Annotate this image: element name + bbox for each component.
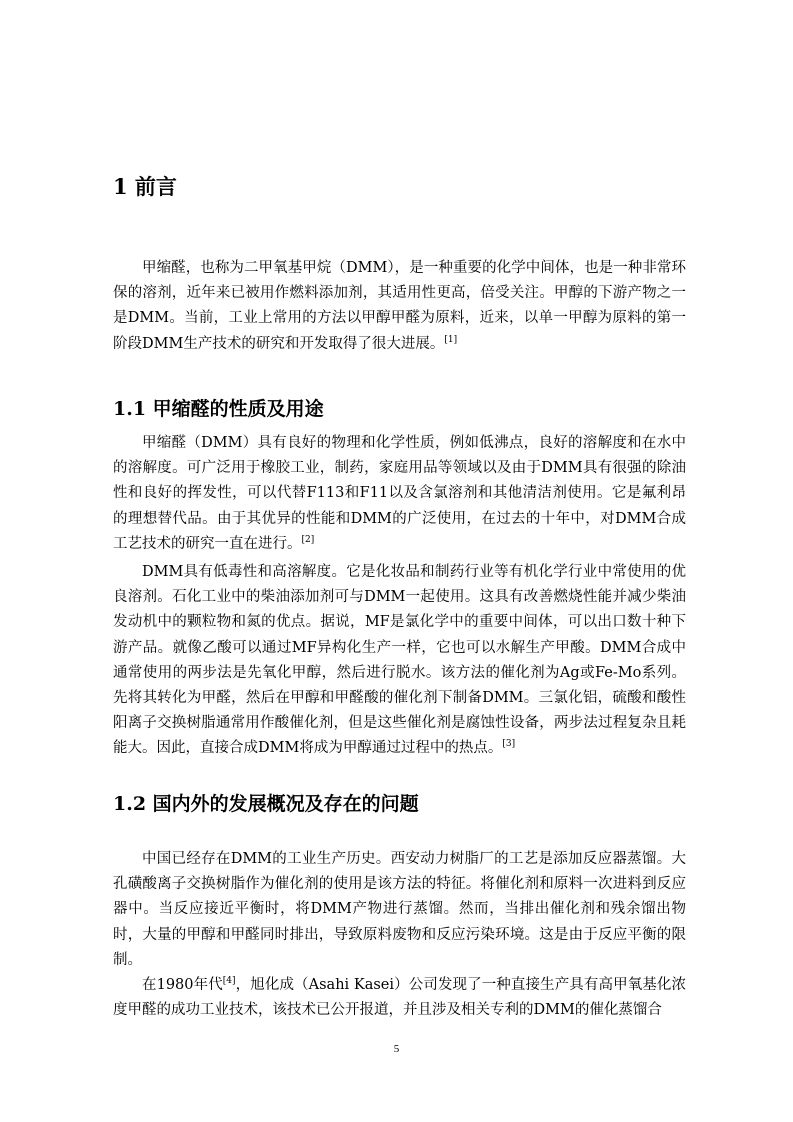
section-title-intro: 1 前言 bbox=[113, 174, 177, 199]
paragraph-text: 在1980年代 bbox=[142, 977, 223, 993]
paragraph-1-2-b bbox=[113, 973, 686, 1023]
page-number: 5 bbox=[393, 1043, 400, 1055]
citation-ref: [4] bbox=[222, 976, 236, 987]
paragraph-intro bbox=[113, 256, 686, 357]
paragraph-1-1-b bbox=[113, 560, 686, 762]
section-title-1-1: 1.1 甲缩醛的性质及用途 bbox=[113, 398, 324, 420]
citation-ref: [1] bbox=[444, 334, 458, 345]
paragraph-text: 甲缩醛，也称为二甲氧基甲烷（DMM），是一种重要的化学中间体，也是一种非常环保的溶剂，近年来已被用作燃料添加剂，其适用性更高，倍受关注。甲醇的下游产物之一是DMM。当前，工业上常用的方法以甲醇甲醛为原料，近来，以单一甲醇为原料的第一阶段DMM生产技术的研究和开发取得了很大进展。 bbox=[113, 260, 686, 352]
paragraph-text: 中国已经存在DMM的工业生产历史。西安动力树脂厂的工艺是添加反应器蒸馏。大孔磺酸离子交换树脂作为催化剂的使用是该方法的特征。将催化剂和原料一次进料到反应器中。当反应接近平衡时，将DMM产物进行蒸馏。然而，当排出催化剂和残余馏出物时，大量的甲醇和甲醛同时排出，导致原料废物和反应污染环境。这是由于反应平衡的限制。 bbox=[113, 851, 686, 968]
paragraph-text: DMM具有低毒性和高溶解度。它是化妆品和制药行业等有机化学行业中常使用的优良溶剂。石化工业中的柴油添加剂可与DMM一起使用。这具有改善燃烧性能并减少柴油发动机中的颗粒物和氮的优点。据说，MF是氯化学中的重要中间体，可以出口数十种下游产品。就像乙酸可以通过MF异构化生产一样，它也可以水解生产甲酸。DMM合成中通常使用的两步法是先氧化甲醇，然后进行脱水。该方法的催化剂为Ag或Fe-Mo系列。先将其转化为甲醛，然后在甲醇和甲醛酸的催化剂下制备DMM。三氯化铝，硫酸和酸性阳离子交换树脂通常用作酸催化剂，但是这些催化剂是腐蚀性设备，两步法过程复杂且耗能大。因此，直接合成DMM将成为甲醇通过过程中的热点。 bbox=[113, 564, 686, 757]
paragraph-1-2-a bbox=[113, 847, 686, 973]
citation-ref: [2] bbox=[301, 534, 315, 545]
section-title-1-2: 1.2 国内外的发展概况及存在的问题 bbox=[113, 793, 419, 815]
citation-ref: [3] bbox=[502, 739, 516, 750]
paragraph-text: ，旭化成（Asahi Kasei）公司发现了一种直接生产具有高甲氧基化浓度甲醛的成功工业技术，该技术已公开报道，并且涉及相关专利的DMM的催化蒸馏合 bbox=[113, 977, 686, 1019]
paragraph-1-1-a bbox=[113, 431, 686, 557]
paragraph-text: 甲缩醛（DMM）具有良好的物理和化学性质，例如低沸点，良好的溶解度和在水中的溶解度。可广泛用于橡胶工业，制药，家庭用品等领域以及由于DMM具有很强的除油性和良好的挥发性，可以代替F113和F11以及含氯溶剂和其他清洁剂使用。它是氟利昂的理想替代品。由于其优异的性能和DMM的广泛使用，在过去的十年中，对DMM合成工艺技术的研究一直在进行。 bbox=[113, 435, 686, 552]
